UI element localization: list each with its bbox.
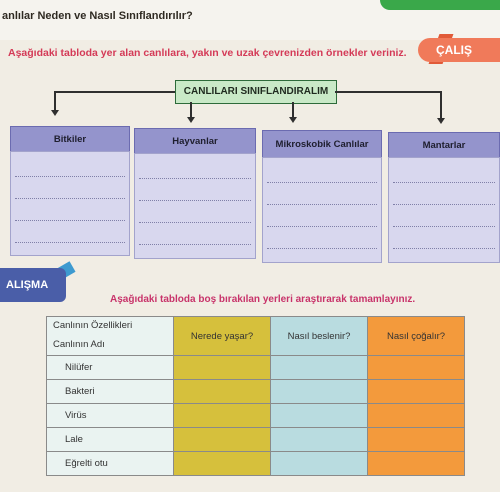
connector-line xyxy=(54,91,56,111)
row-label: Lale xyxy=(47,428,174,452)
arrow-icon xyxy=(289,117,297,123)
answer-cell[interactable] xyxy=(271,356,368,380)
category-header-animals: Hayvanlar xyxy=(134,128,256,154)
arrow-icon xyxy=(437,118,445,124)
column-header: Nasıl beslenir? xyxy=(271,317,368,356)
answer-cell[interactable] xyxy=(368,380,465,404)
page-heading: anlılar Neden ve Nasıl Sınıflandırılır? xyxy=(2,10,193,22)
row-label: Virüs xyxy=(47,404,174,428)
answer-cell[interactable] xyxy=(271,428,368,452)
answer-cell[interactable] xyxy=(174,356,271,380)
answer-cell[interactable] xyxy=(271,380,368,404)
column-header: Nasıl çoğalır? xyxy=(368,317,465,356)
table-row xyxy=(47,380,465,404)
table-corner-cell xyxy=(47,317,174,356)
green-tab xyxy=(380,0,500,10)
category-header-plants: Bitkiler xyxy=(10,126,130,152)
answer-cell[interactable] xyxy=(368,404,465,428)
classification-title: CANLILARI SINIFLANDIRALIM xyxy=(175,80,337,104)
table-row xyxy=(47,356,465,380)
answer-cell[interactable] xyxy=(271,452,368,476)
category-header-fungi: Mantarlar xyxy=(388,132,500,158)
connector-line xyxy=(440,91,442,119)
row-label: Bakteri xyxy=(47,380,174,404)
connector-line xyxy=(335,91,441,93)
answer-cell[interactable] xyxy=(174,380,271,404)
instruction-1: Aşağıdaki tabloda yer alan canlılara, yakın ve uzak çevrenizden örnekler veriniz. xyxy=(8,47,407,59)
corner-label-top: Canlının Özellikleri xyxy=(53,320,133,331)
row-label: Nilüfer xyxy=(47,356,174,380)
category-header-microbes: Mikroskobik Canlılar xyxy=(262,130,382,158)
answer-cell[interactable] xyxy=(174,452,271,476)
activity-badge-top: ÇALIŞ xyxy=(418,38,500,62)
answer-cell[interactable] xyxy=(174,404,271,428)
answer-cell[interactable] xyxy=(271,404,368,428)
properties-table xyxy=(46,316,465,476)
row-label: Eğrelti otu xyxy=(47,452,174,476)
corner-label-bottom: Canlının Adı xyxy=(53,339,105,350)
answer-cell[interactable] xyxy=(368,452,465,476)
category-body-animals[interactable] xyxy=(134,153,256,259)
connector-line xyxy=(54,91,175,93)
category-body-plants[interactable] xyxy=(10,151,130,256)
table-row xyxy=(47,404,465,428)
category-body-fungi[interactable] xyxy=(388,157,500,263)
connector-line xyxy=(190,102,192,118)
table-row xyxy=(47,452,465,476)
table-header-row xyxy=(47,317,465,356)
instruction-2: Aşağıdaki tabloda boş bırakılan yerleri araştırarak tamamlayınız. xyxy=(110,294,416,305)
arrow-icon xyxy=(187,117,195,123)
answer-cell[interactable] xyxy=(174,428,271,452)
answer-cell[interactable] xyxy=(368,356,465,380)
arrow-icon xyxy=(51,110,59,116)
category-body-microbes[interactable] xyxy=(262,157,382,263)
connector-line xyxy=(292,102,294,118)
table-row xyxy=(47,428,465,452)
activity-badge-bottom: ALIŞMA xyxy=(0,268,66,302)
answer-cell[interactable] xyxy=(368,428,465,452)
column-header: Nerede yaşar? xyxy=(174,317,271,356)
